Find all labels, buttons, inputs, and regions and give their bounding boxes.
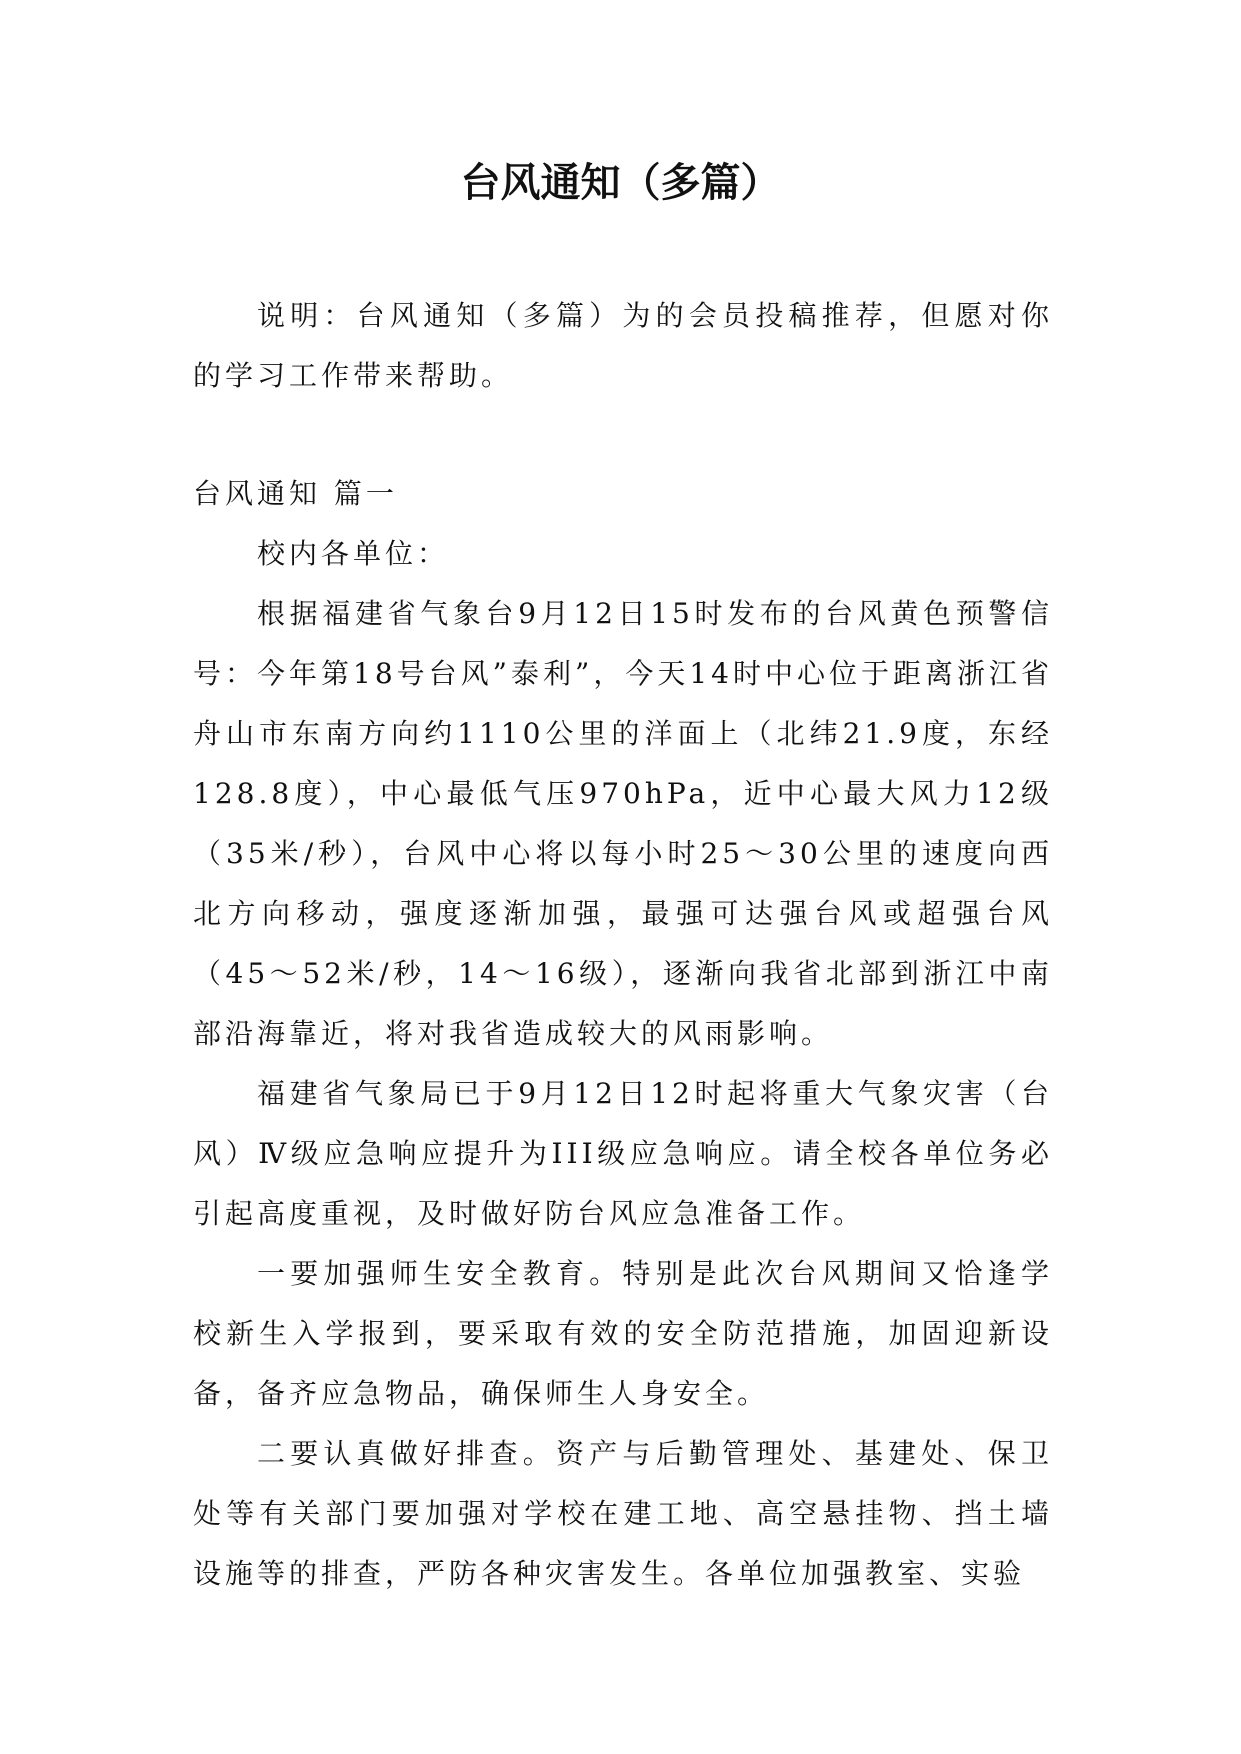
document-title: 台风通知（多篇） [460,160,781,206]
salutation: 校内各单位： [257,537,450,570]
section-heading: 台风通知 篇一 [193,477,398,510]
body-paragraph: 二要认真做好排查。资产与后勤管理处、基建处、保卫处等有关部门要加强对学校在建工地、高空悬挂物、挡土墙设施等的排查，严防各种灾害发生。各单位加强教室、实验 [193,1437,1053,1590]
document-body [193,464,1053,1604]
body-paragraph: 福建省气象局已于9月12日12时起将重大气象灾害（台风）Ⅳ级应急响应提升为III级应急响应。请全校各单位务必引起高度重视，及时做好防台风应急准备工作。 [193,1077,1053,1230]
intro-paragraph: 说明：台风通知（多篇）为的会员投稿推荐，但愿对你的学习工作带来帮助。 [193,299,1053,392]
body-paragraph: 根据福建省气象台9月12日15时发布的台风黄色预警信号：今年第18号台风”泰利”，今天14时中心位于距离浙江省舟山市东南方向约1110公里的洋面上（北纬21.9度，东经128.8度），中心最低气压970hPa，近中心最大风力12级（35米/秒），台风中心将以每小时25～30公里的速度向西北方向移动，强度逐渐加强，最强可达强台风或超强台风（45～52米/秒，14～16级），逐渐向我省北部到浙江中南部沿海靠近，将对我省造成较大的风雨影响。 [193,597,1053,1050]
body-paragraph: 一要加强师生安全教育。特别是此次台风期间又恰逢学校新生入学报到，要采取有效的安全防范措施，加固迎新设备，备齐应急物品，确保师生人身安全。 [193,1257,1053,1410]
